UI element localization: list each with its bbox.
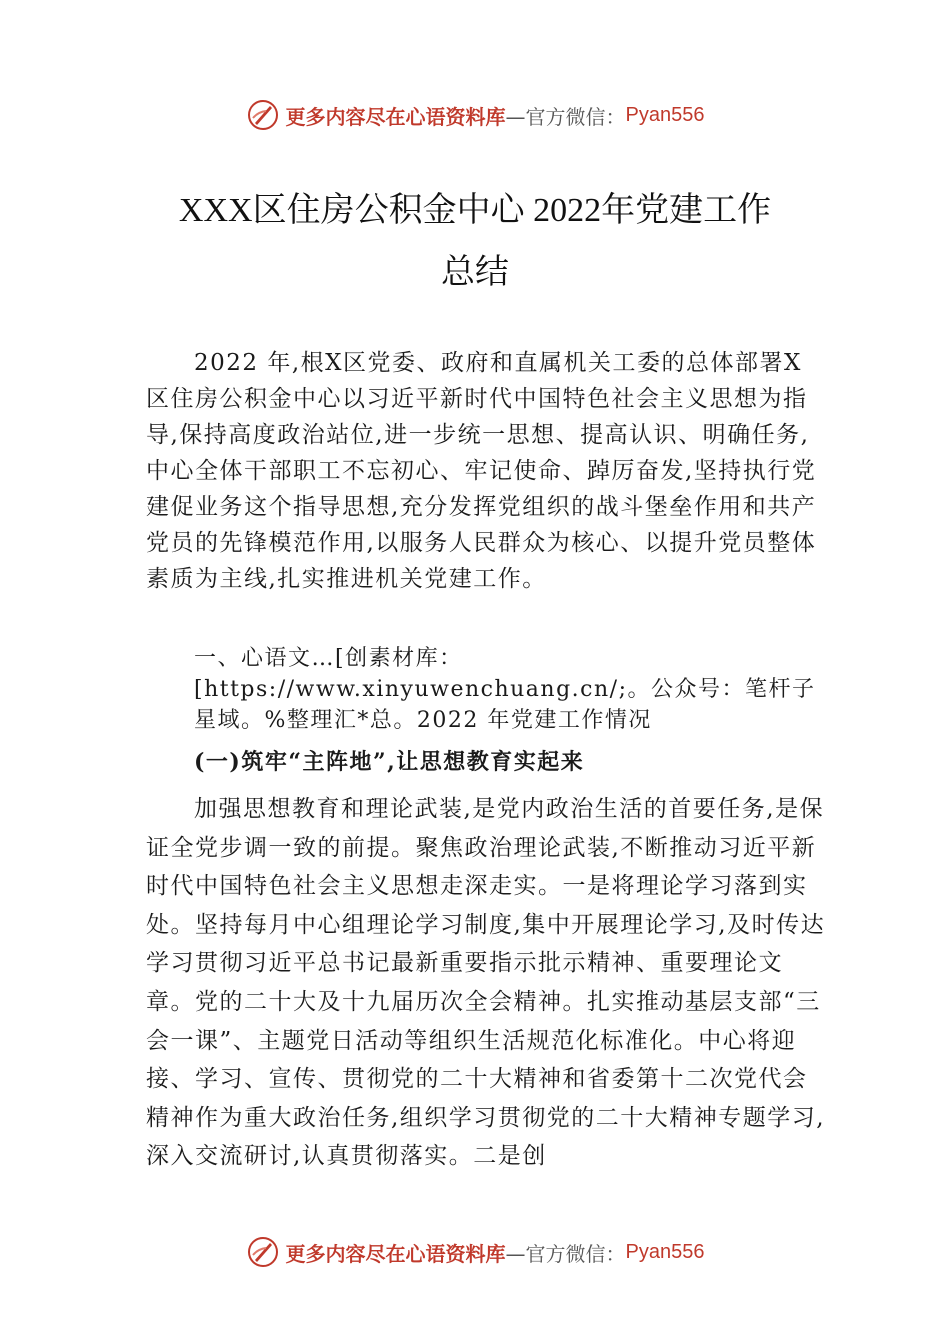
title-line-1: XXX区住房公积金中心 2022年党建工作 xyxy=(178,192,772,229)
section-one-heading: 一、心语文…[创素材库：[https://www.xinyuwenchuang.cn/;。公众号：笔杆子星域。%整理汇*总。2022 年党建工作情况 xyxy=(194,646,816,733)
quill-logo-icon xyxy=(246,1235,280,1269)
subsection-paragraph: 加强思想教育和理论武装,是党内政治生活的首要任务,是保证全党步调一致的前提。聚焦政治理论武装,不断推动习近平新时代中国特色社会主义思想走深走实。一是将理论学习落到实处。坚持每月中心组理论学习制度,集中开展理论学习,及时传达学习贯彻习近平总书记最新重要指示批示精神、重要理论文章。党的二十大及十九届历次全会精神。扎实推动基层支部“三会一课”、主题党日活动等组织生活规范化标准化。中心将迎接、学习、宣传、贯彻党的二十大精神和省委第十二次党代会精神作为重大政治任务,组织学习贯彻党的二十大精神专题学习,深入交流研讨,认真贯彻落实。二是创 xyxy=(146,796,826,1170)
watermark-site-name: 更多内容尽在心语资料库 xyxy=(285,1241,506,1266)
title-line-2: 总结 xyxy=(441,254,509,291)
watermark-wechat-label: —官方微信： xyxy=(505,1241,626,1266)
watermark-site-name: 更多内容尽在心语资料库 xyxy=(285,104,506,129)
document-title xyxy=(80,180,870,304)
watermark-account: Pyan556 xyxy=(625,1240,705,1263)
quill-logo-icon xyxy=(246,98,280,132)
watermark-banner-bottom xyxy=(0,1232,950,1272)
watermark-banner-top xyxy=(0,95,950,135)
watermark-wechat-label: —官方微信： xyxy=(505,104,626,129)
intro-paragraph: 2022 年,根X区党委、政府和直属机关工委的总体部署X区住房公积金中心以习近平新时代中国特色社会主义思想为指导,保持高度政治站位,进一步统一思想、提高认识、明确任务,中心全体干部职工不忘初心、牢记使命、踔厉奋发,坚持执行党建促业务这个指导思想,充分发挥党组织的战斗堡垒作用和共产党员的先锋模范作用,以服务人民群众为核心、以提升党员整体素质为主线,扎实推进机关党建工作。 xyxy=(146,350,817,592)
subsection-heading: (一)筑牢“主阵地”,让思想教育实起来 xyxy=(194,749,585,775)
watermark-account: Pyan556 xyxy=(625,103,705,126)
